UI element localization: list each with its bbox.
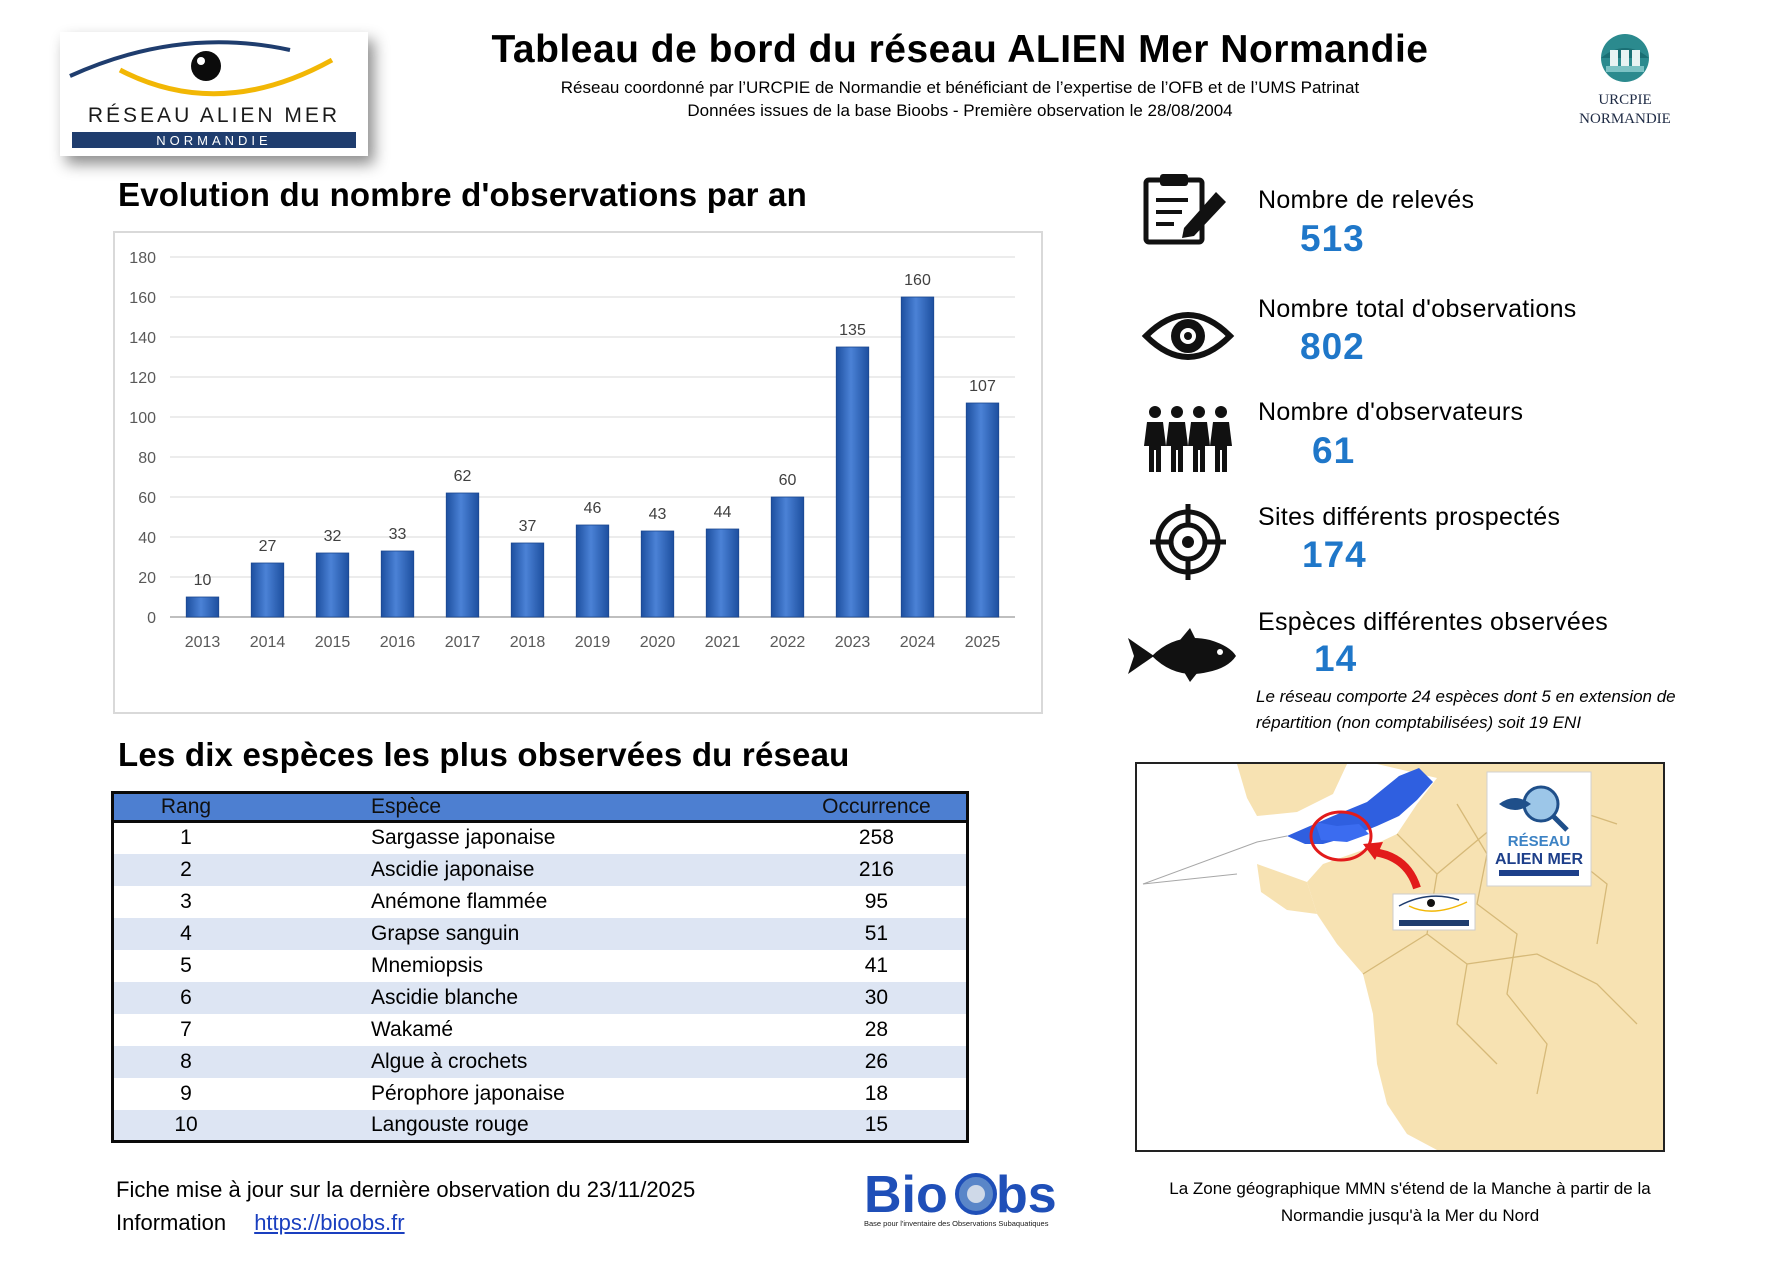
data-label: 37 [518, 518, 537, 535]
zone-map [1135, 762, 1665, 1152]
x-tick-label: 2025 [964, 634, 1001, 651]
urcpie-logo-line2: NORMANDIE [1579, 111, 1671, 127]
data-label: 32 [323, 528, 342, 545]
y-tick-label: 100 [129, 410, 156, 427]
header-rank: Rang [113, 793, 259, 822]
bar [381, 551, 414, 617]
x-tick-label: 2013 [184, 634, 221, 651]
rank-cell: 10 [113, 1110, 259, 1142]
bar [251, 563, 284, 617]
occurrence-cell: 28 [864, 1017, 889, 1041]
species-cell: Anémone flammée [371, 889, 548, 913]
bar [771, 497, 804, 617]
rank-cell: 8 [113, 1046, 259, 1078]
svg-text:ALIEN MER: ALIEN MER [1495, 851, 1583, 868]
species-cell: Mnemiopsis [371, 953, 484, 977]
svg-text:NORMANDIE: NORMANDIE [156, 133, 272, 148]
bar [901, 297, 934, 617]
y-tick-label: 80 [138, 450, 156, 467]
svg-text:bs: bs [996, 1166, 1057, 1224]
bioobs-logo [862, 1162, 1082, 1232]
observations-bar-chart [113, 231, 1043, 714]
svg-text:Base pour l'inventaire des Obs: Base pour l'inventaire des Observations Subaquatiques [864, 1219, 1049, 1228]
data-label: 10 [193, 572, 212, 589]
stat-value-observations: 802 [1300, 326, 1365, 367]
x-tick-label: 2022 [769, 634, 806, 651]
subtitle-coordination: Réseau coordonné par l’URCPIE de Normandie et bénéficiant de l’expertise de l’OFB et de l’UMS Patrinat [560, 78, 1360, 97]
species-cell: Ascidie blanche [258, 982, 787, 1014]
bar [706, 529, 739, 617]
info-line [116, 1210, 405, 1236]
y-tick-label: 120 [129, 370, 156, 387]
table-row [113, 982, 968, 1014]
stat-value-releves: 513 [1300, 218, 1365, 259]
stat-value-especes: 14 [1314, 638, 1358, 679]
top-species-table [111, 791, 969, 1143]
occurrence-cell: 18 [864, 1081, 889, 1105]
occurrence-cell: 95 [864, 889, 889, 913]
x-tick-label: 2019 [574, 634, 611, 651]
table-row [113, 1046, 968, 1078]
species-cell: Grapse sanguin [258, 918, 787, 950]
urcpie-logo-line1: URCPIE [1598, 92, 1652, 108]
info-label: Information [116, 1210, 227, 1235]
chart-canvas [115, 233, 1041, 712]
bar [511, 543, 544, 617]
last-update-text: Fiche mise à jour sur la dernière observation du 23/11/2025 [116, 1177, 696, 1202]
occurrence-cell: 216 [787, 854, 968, 886]
x-tick-label: 2018 [509, 634, 546, 651]
bar [316, 553, 349, 617]
species-cell: Sargasse japonaise [371, 826, 556, 850]
occurrence-cell: 258 [858, 826, 894, 850]
header-occurrence: Occurrence [787, 793, 968, 822]
table-row [113, 918, 968, 950]
stat-label-observateurs: Nombre d'observateurs [1258, 398, 1524, 426]
bar [966, 403, 999, 617]
x-tick-label: 2020 [639, 634, 676, 651]
bar [836, 347, 869, 617]
occurrence-cell: 15 [787, 1110, 968, 1142]
stat-label-observations: Nombre total d'observations [1258, 295, 1577, 323]
table-section-title: Les dix espèces les plus observées du réseau [118, 736, 850, 773]
y-tick-label: 40 [138, 530, 156, 547]
x-tick-label: 2014 [249, 634, 286, 651]
stat-value-observateurs: 61 [1312, 430, 1356, 471]
species-cell: Algue à crochets [258, 1046, 787, 1078]
table-row [113, 1014, 968, 1046]
bar [576, 525, 609, 617]
occurrence-cell: 51 [787, 918, 968, 950]
map-caption: La Zone géographique MMN s'étend de la Manche à partir de la Normandie jusqu'à la Mer du Nord [1169, 1179, 1651, 1225]
reseau-alien-mer-logo [60, 32, 368, 156]
cpie-emblem [1590, 30, 1660, 86]
subtitle-data-source: Données issues de la base Bioobs - Première observation le 28/08/2004 [687, 101, 1233, 120]
species-cell: Langouste rouge [258, 1110, 787, 1142]
x-tick-label: 2021 [704, 634, 741, 651]
bar [641, 531, 674, 617]
occurrence-cell: 26 [787, 1046, 968, 1078]
rank-cell: 1 [180, 826, 192, 850]
y-tick-label: 0 [147, 610, 156, 627]
urcpie-logo [1560, 30, 1690, 130]
header-species: Espèce [258, 793, 787, 822]
data-label: 33 [388, 526, 407, 543]
rank-cell: 3 [180, 889, 192, 913]
rank-cell: 2 [113, 854, 259, 886]
x-tick-label: 2023 [834, 634, 871, 651]
species-note: Le réseau comporte 24 espèces dont 5 en extension de répartition (non comptabilisées) soit 19 ENI [1256, 687, 1676, 732]
data-label: 135 [839, 322, 866, 339]
species-cell: Pérophore japonaise [371, 1081, 565, 1105]
table-row [113, 950, 968, 982]
y-tick-label: 180 [129, 250, 156, 267]
svg-text:RÉSEAU: RÉSEAU [1507, 833, 1571, 850]
rank-cell: 5 [180, 953, 192, 977]
x-tick-label: 2015 [314, 634, 351, 651]
eye-icon [1140, 298, 1236, 374]
stat-value-sites: 174 [1302, 534, 1367, 575]
table-header-row [113, 793, 968, 822]
occurrence-cell: 41 [864, 953, 889, 977]
fish-icon [1124, 628, 1240, 684]
rank-cell: 9 [180, 1081, 192, 1105]
page-title: Tableau de bord du réseau ALIEN Mer Normandie [491, 28, 1429, 71]
people-icon [1140, 400, 1236, 476]
target-icon [1140, 504, 1236, 580]
y-tick-label: 60 [138, 490, 156, 507]
x-tick-label: 2016 [379, 634, 416, 651]
data-label: 60 [778, 472, 797, 489]
stat-label-sites: Sites différents prospectés [1258, 503, 1561, 531]
clipboard-edit-icon [1140, 172, 1236, 248]
bioobs-link[interactable]: https://bioobs.fr [254, 1210, 405, 1235]
table-row [113, 854, 968, 886]
bar [186, 597, 219, 617]
stat-label-especes: Espèces différentes observées [1258, 608, 1609, 636]
y-tick-label: 20 [138, 570, 156, 587]
occurrence-cell: 30 [787, 982, 968, 1014]
y-tick-label: 160 [129, 290, 156, 307]
species-cell: Ascidie japonaise [258, 854, 787, 886]
x-tick-label: 2024 [899, 634, 936, 651]
data-label: 43 [648, 506, 667, 523]
rank-cell: 7 [180, 1017, 192, 1041]
table-row [113, 886, 968, 918]
data-label: 107 [969, 378, 996, 395]
stat-label-releves: Nombre de relevés [1258, 186, 1475, 214]
data-label: 27 [258, 538, 277, 555]
table-row [113, 1078, 968, 1110]
chart-section-title: Evolution du nombre d'observations par an [118, 176, 807, 213]
svg-text:Bio: Bio [864, 1166, 948, 1224]
species-cell: Wakamé [371, 1017, 454, 1041]
x-tick-label: 2017 [444, 634, 481, 651]
y-tick-label: 140 [129, 330, 156, 347]
eye-logo-graphic [60, 32, 368, 156]
data-label: 160 [904, 272, 931, 289]
data-label: 44 [713, 504, 732, 521]
map-graphic [1137, 764, 1663, 1150]
rank-cell: 4 [113, 918, 259, 950]
svg-text:RÉSEAU ALIEN MER: RÉSEAU ALIEN MER [87, 104, 341, 127]
bar [446, 493, 479, 617]
table-row [113, 1110, 968, 1142]
table-row [113, 822, 968, 854]
rank-cell: 6 [113, 982, 259, 1014]
data-label: 46 [583, 500, 602, 517]
data-label: 62 [453, 468, 472, 485]
